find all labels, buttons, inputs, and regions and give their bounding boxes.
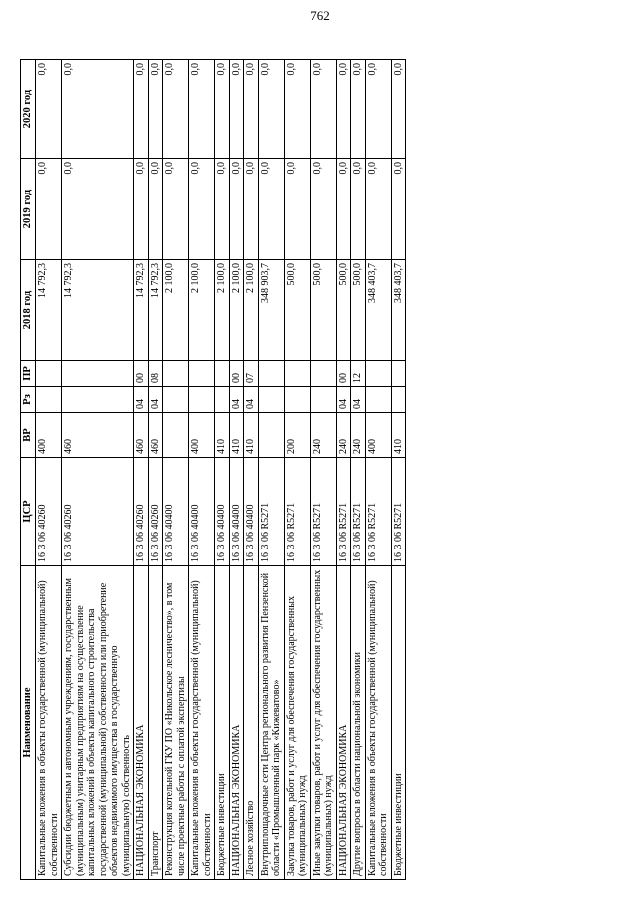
cell-vr: 460 (62, 413, 134, 458)
table-row (148, 60, 163, 880)
cell-2018: 500,0 (284, 260, 310, 361)
table-row (229, 60, 244, 880)
cell-name: Капитальные вложения в объекты государственной (муниципальной) собственности (189, 566, 215, 880)
cell-csr: 16 3 06 40400 (163, 458, 189, 566)
cell-pr: 12 (351, 361, 366, 387)
cell-name: Иные закупки товаров, работ и услуг для обеспечения государственных (муниципальных) нужд (310, 566, 336, 880)
table-row (163, 60, 189, 880)
cell-vr: 240 (310, 413, 336, 458)
col-header-csr: ЦСР (21, 458, 36, 566)
cell-csr: 16 3 06 40400 (229, 458, 244, 566)
table-row (336, 60, 351, 880)
table-row (244, 60, 259, 880)
cell-2019: 0,0 (244, 159, 259, 260)
cell-rz: 04 (351, 387, 366, 413)
cell-csr: 16 3 06 40400 (215, 458, 230, 566)
cell-pr: 00 (229, 361, 244, 387)
cell-csr: 16 3 06 40260 (148, 458, 163, 566)
cell-rz: 04 (229, 387, 244, 413)
cell-2019: 0,0 (148, 159, 163, 260)
cell-vr (258, 413, 284, 458)
col-header-rz: Рз (21, 387, 36, 413)
cell-rz: 04 (336, 387, 351, 413)
cell-rz (391, 387, 406, 413)
cell-name: Бюджетные инвестиции (391, 566, 406, 880)
cell-vr: 400 (36, 413, 62, 458)
cell-2018: 348 403,7 (365, 260, 391, 361)
cell-csr: 16 3 06 R5271 (310, 458, 336, 566)
cell-rz (36, 387, 62, 413)
cell-rz (284, 387, 310, 413)
col-header-pr: ПР (21, 361, 36, 387)
cell-2020: 0,0 (189, 60, 215, 159)
cell-name: НАЦИОНАЛЬНАЯ ЭКОНОМИКА (229, 566, 244, 880)
cell-2019: 0,0 (365, 159, 391, 260)
cell-2018: 2 100,0 (215, 260, 230, 361)
cell-pr (284, 361, 310, 387)
cell-rz (365, 387, 391, 413)
cell-2019: 0,0 (310, 159, 336, 260)
cell-pr (365, 361, 391, 387)
table-row (258, 60, 284, 880)
cell-2020: 0,0 (148, 60, 163, 159)
cell-csr: 16 3 06 R5271 (284, 458, 310, 566)
cell-2019: 0,0 (215, 159, 230, 260)
cell-2020: 0,0 (62, 60, 134, 159)
table-row (365, 60, 391, 880)
cell-2019: 0,0 (336, 159, 351, 260)
table-row (215, 60, 230, 880)
cell-name: Капитальные вложения в объекты государственной (муниципальной) собственности (36, 566, 62, 880)
cell-2019: 0,0 (189, 159, 215, 260)
cell-csr: 16 3 06 40400 (244, 458, 259, 566)
cell-vr: 240 (351, 413, 366, 458)
cell-pr (62, 361, 134, 387)
cell-vr: 240 (336, 413, 351, 458)
cell-2020: 0,0 (336, 60, 351, 159)
cell-vr: 200 (284, 413, 310, 458)
budget-table-rotated (20, 60, 530, 880)
cell-pr (36, 361, 62, 387)
cell-2019: 0,0 (163, 159, 189, 260)
cell-2018: 2 100,0 (163, 260, 189, 361)
cell-pr: 08 (148, 361, 163, 387)
cell-pr: 07 (244, 361, 259, 387)
table-row (62, 60, 134, 880)
cell-name: НАЦИОНАЛЬНАЯ ЭКОНОМИКА (134, 566, 149, 880)
cell-csr: 16 3 06 40400 (189, 458, 215, 566)
cell-2018: 348 403,7 (391, 260, 406, 361)
cell-2020: 0,0 (284, 60, 310, 159)
table-header-row (21, 60, 36, 880)
cell-2020: 0,0 (163, 60, 189, 159)
cell-2020: 0,0 (229, 60, 244, 159)
cell-vr: 410 (215, 413, 230, 458)
cell-vr: 410 (229, 413, 244, 458)
cell-2018: 500,0 (336, 260, 351, 361)
cell-pr (215, 361, 230, 387)
cell-2019: 0,0 (134, 159, 149, 260)
cell-rz (215, 387, 230, 413)
cell-2020: 0,0 (244, 60, 259, 159)
cell-rz (189, 387, 215, 413)
cell-2019: 0,0 (284, 159, 310, 260)
cell-name: Бюджетные инвестиции (215, 566, 230, 880)
cell-2018: 14 792,3 (148, 260, 163, 361)
cell-2019: 0,0 (229, 159, 244, 260)
cell-2020: 0,0 (215, 60, 230, 159)
col-header-name: Наименование (21, 566, 36, 880)
col-header-2020: 2020 год (21, 60, 36, 159)
cell-2019: 0,0 (258, 159, 284, 260)
cell-pr: 00 (336, 361, 351, 387)
cell-name: НАЦИОНАЛЬНАЯ ЭКОНОМИКА (336, 566, 351, 880)
cell-vr (163, 413, 189, 458)
cell-csr: 16 3 06 40260 (134, 458, 149, 566)
cell-rz (163, 387, 189, 413)
table-row (284, 60, 310, 880)
cell-2018: 2 100,0 (229, 260, 244, 361)
cell-2020: 0,0 (134, 60, 149, 159)
cell-name: Другие вопросы в области национальной экономики (351, 566, 366, 880)
cell-name: Лесное хозяйство (244, 566, 259, 880)
table-row (189, 60, 215, 880)
cell-vr: 410 (391, 413, 406, 458)
cell-vr: 400 (189, 413, 215, 458)
cell-rz (258, 387, 284, 413)
cell-pr (258, 361, 284, 387)
cell-csr: 16 3 06 R5271 (351, 458, 366, 566)
cell-2018: 500,0 (310, 260, 336, 361)
table-row (351, 60, 366, 880)
cell-2020: 0,0 (365, 60, 391, 159)
cell-name: Транспорт (148, 566, 163, 880)
cell-csr: 16 3 06 R5271 (336, 458, 351, 566)
cell-pr (310, 361, 336, 387)
cell-csr: 16 3 06 R5271 (258, 458, 284, 566)
cell-csr: 16 3 06 40260 (36, 458, 62, 566)
cell-2018: 2 100,0 (244, 260, 259, 361)
cell-2018: 2 100,0 (189, 260, 215, 361)
table-row (391, 60, 406, 880)
cell-name: Капитальные вложения в объекты государственной (муниципальной) собственности (365, 566, 391, 880)
cell-2018: 14 792,3 (62, 260, 134, 361)
cell-name: Субсидии бюджетным и автономным учреждениям, государственным (муниципальным) унитарным предприятиям на осуществление капитальных вложений в объекты капитального строительства государственной (муниципальной) собственности или приобретение объектов недвижимого имущества в государственную (муниципальную) собственность (62, 566, 134, 880)
col-header-vr: ВР (21, 413, 36, 458)
cell-vr: 460 (134, 413, 149, 458)
cell-vr: 460 (148, 413, 163, 458)
cell-2020: 0,0 (310, 60, 336, 159)
cell-2019: 0,0 (62, 159, 134, 260)
col-header-2019: 2019 год (21, 159, 36, 260)
cell-rz: 04 (134, 387, 149, 413)
cell-2018: 500,0 (351, 260, 366, 361)
cell-name: Внутриплощадочные сети Центра регионального развития Пензенской области «Промышленный парк «Кижеватово» (258, 566, 284, 880)
cell-2018: 14 792,3 (36, 260, 62, 361)
cell-pr: 00 (134, 361, 149, 387)
cell-2020: 0,0 (391, 60, 406, 159)
cell-vr: 400 (365, 413, 391, 458)
table-row (36, 60, 62, 880)
table-row (310, 60, 336, 880)
cell-2019: 0,0 (36, 159, 62, 260)
cell-name: Закупка товаров, работ и услуг для обеспечения государственных (муниципальных) нужд (284, 566, 310, 880)
cell-rz (62, 387, 134, 413)
cell-rz (310, 387, 336, 413)
budget-table (20, 59, 406, 880)
col-header-2018: 2018 год (21, 260, 36, 361)
cell-pr (391, 361, 406, 387)
cell-2020: 0,0 (258, 60, 284, 159)
cell-pr (189, 361, 215, 387)
table-row (134, 60, 149, 880)
cell-csr: 16 3 06 R5271 (391, 458, 406, 566)
cell-pr (163, 361, 189, 387)
cell-2018: 348 903,7 (258, 260, 284, 361)
page-number: 762 (310, 8, 330, 23)
cell-rz: 04 (244, 387, 259, 413)
cell-2019: 0,0 (391, 159, 406, 260)
cell-rz: 04 (148, 387, 163, 413)
cell-name: Реконструкция котельной ГКУ ПО «Никольское лесничество», в том числе проектные работы с оплатой экспертизы (163, 566, 189, 880)
cell-vr: 410 (244, 413, 259, 458)
cell-csr: 16 3 06 R5271 (365, 458, 391, 566)
cell-2018: 14 792,3 (134, 260, 149, 361)
cell-2020: 0,0 (36, 60, 62, 159)
cell-csr: 16 3 06 40260 (62, 458, 134, 566)
cell-2020: 0,0 (351, 60, 366, 159)
cell-2019: 0,0 (351, 159, 366, 260)
